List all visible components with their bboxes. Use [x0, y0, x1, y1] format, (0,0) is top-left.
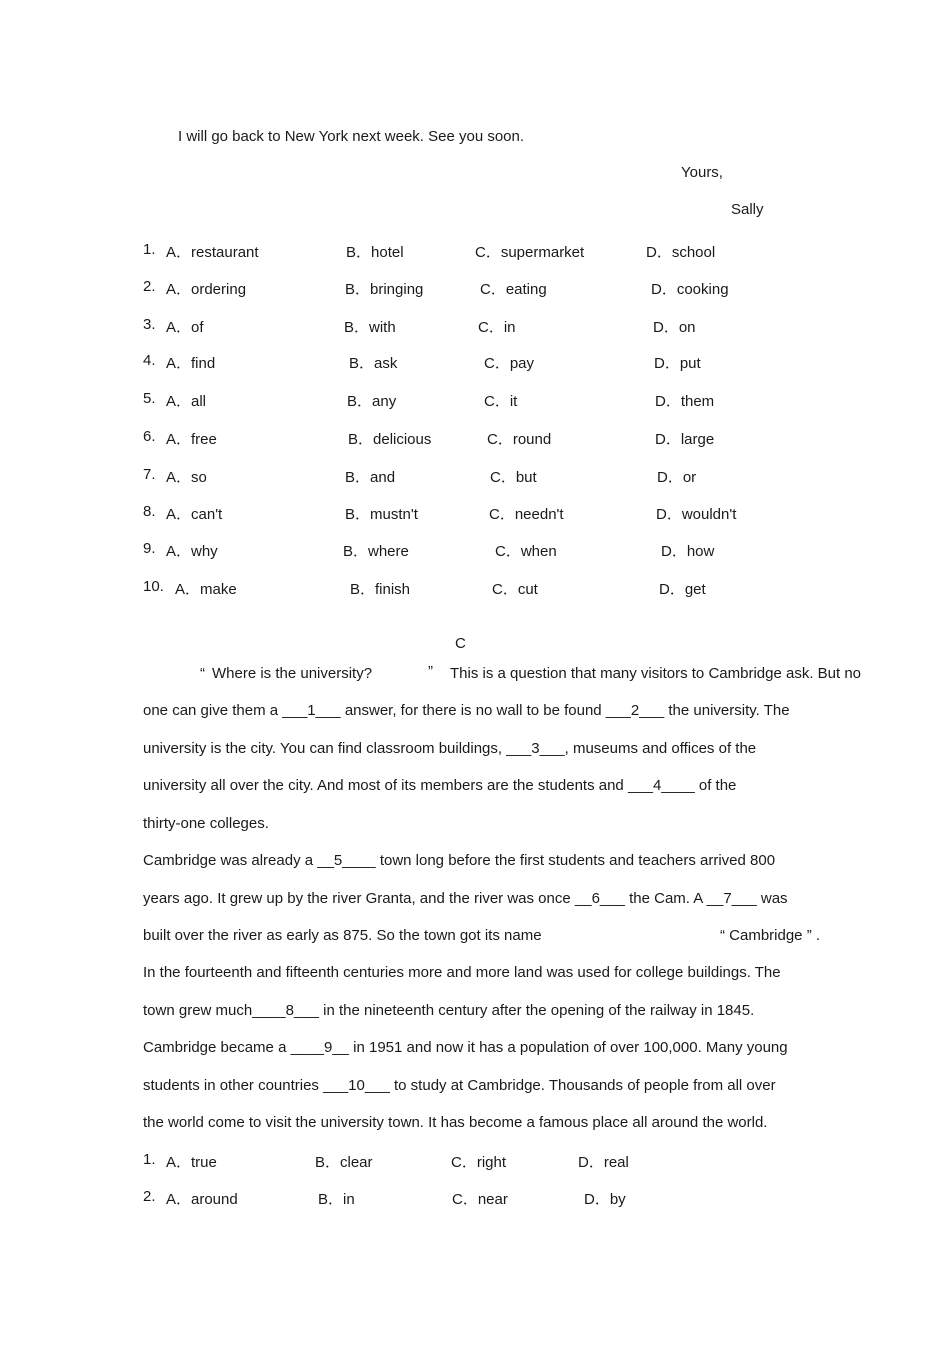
- option-c: C．right: [451, 1154, 507, 1171]
- option-d: D．on: [653, 319, 696, 336]
- option-c: C．when: [495, 543, 557, 560]
- section-heading: C: [455, 635, 466, 652]
- passage-line: university all over the city. And most of its members are the students and ___4____ of the: [143, 777, 737, 794]
- option-b: B．and: [345, 469, 396, 486]
- option-a: A．make: [175, 581, 237, 598]
- option-a: A．why: [166, 543, 218, 560]
- option-d: D．wouldn't: [656, 506, 737, 523]
- question-number: 9.: [143, 540, 156, 557]
- option-c: C．it: [484, 393, 518, 410]
- letter-closing-sentence: I will go back to New York next week. See you soon.: [178, 128, 525, 145]
- passage-line: one can give them a ___1___ answer, for there is no wall to be found ___2___ the university. The: [143, 702, 790, 719]
- option-c: C．pay: [484, 355, 535, 372]
- option-b: B．mustn't: [345, 506, 418, 523]
- passage-line: thirty-one colleges.: [143, 815, 269, 832]
- question-number: 7.: [143, 466, 156, 483]
- letter-signoff: Yours,: [681, 164, 723, 181]
- option-d: D．school: [646, 244, 716, 261]
- option-b: B．where: [343, 543, 409, 560]
- option-c: C．eating: [480, 281, 547, 298]
- passage-line: years ago. It grew up by the river Granta, and the river was once __6___ the Cam. A __7___ was: [143, 890, 788, 907]
- option-b: B．clear: [315, 1154, 373, 1171]
- option-a: A．around: [166, 1191, 238, 1208]
- option-d: D．large: [655, 431, 715, 448]
- option-c: C．in: [478, 319, 516, 336]
- option-b: B．bringing: [345, 281, 424, 298]
- question-number: 10.: [143, 578, 164, 595]
- option-c: C．needn't: [489, 506, 564, 523]
- option-d: D．by: [584, 1191, 626, 1208]
- option-a: A．so: [166, 469, 207, 486]
- question-text: Where is the university?: [212, 665, 373, 682]
- option-a: A．find: [166, 355, 216, 372]
- passage-line: Cambridge was already a __5____ town long before the first students and teachers arrived 800: [143, 852, 776, 869]
- question-number: 3.: [143, 316, 156, 333]
- question-number: 1.: [143, 1151, 156, 1168]
- option-c: C．supermarket: [475, 244, 585, 261]
- passage-line: built over the river as early as 875. So the town got its name: [143, 927, 542, 944]
- passage-line: In the fourteenth and fifteenth centuries more and more land was used for college buildings. The: [143, 964, 781, 981]
- option-c: C．round: [487, 431, 552, 448]
- question-number: 5.: [143, 390, 156, 407]
- option-b: B．delicious: [348, 431, 432, 448]
- passage-line: the world come to visit the university town. It has become a famous place all around the world.: [143, 1114, 768, 1131]
- option-d: D．cooking: [651, 281, 729, 298]
- passage-line: students in other countries ___10___ to study at Cambridge. Thousands of people from all over: [143, 1077, 776, 1094]
- option-a: A．restaurant: [166, 244, 259, 261]
- option-c: C．near: [452, 1191, 508, 1208]
- passage-line: Cambridge became a ____9__ in 1951 and now it has a population of over 100,000. Many young: [143, 1039, 788, 1056]
- option-c: C．cut: [492, 581, 538, 598]
- option-b: B．finish: [350, 581, 411, 598]
- option-d: D．or: [657, 469, 697, 486]
- option-d: D．real: [578, 1154, 629, 1171]
- option-d: D．get: [659, 581, 706, 598]
- passage-line: university is the city. You can find classroom buildings, ___3___, museums and offices of the: [143, 740, 757, 757]
- option-a: A．all: [166, 393, 207, 410]
- passage-quoted-name: “ Cambridge ” .: [720, 927, 821, 944]
- option-d: D．them: [655, 393, 715, 410]
- option-a: A．of: [166, 319, 204, 336]
- option-d: D．how: [661, 543, 715, 560]
- question-number: 1.: [143, 241, 156, 258]
- option-b: B．with: [344, 319, 396, 336]
- open-quote: “: [200, 665, 205, 682]
- option-d: D．put: [654, 355, 701, 372]
- close-quote: ”: [428, 663, 433, 680]
- option-a: A．ordering: [166, 281, 247, 298]
- question-number: 2.: [143, 278, 156, 295]
- option-b: B．any: [347, 393, 397, 410]
- option-a: A．free: [166, 431, 217, 448]
- question-number: 4.: [143, 352, 156, 369]
- question-number: 8.: [143, 503, 156, 520]
- option-b: B．ask: [349, 355, 398, 372]
- question-number: 6.: [143, 428, 156, 445]
- option-c: C．but: [490, 469, 537, 486]
- option-a: A．can't: [166, 506, 223, 523]
- question-number: 2.: [143, 1188, 156, 1205]
- option-b: B．hotel: [346, 244, 404, 261]
- option-b: B．in: [318, 1191, 355, 1208]
- passage-text: This is a question that many visitors to Cambridge ask. But no: [450, 665, 862, 682]
- letter-signature: Sally: [731, 201, 764, 218]
- option-a: A．true: [166, 1154, 217, 1171]
- passage-line: town grew much____8___ in the nineteenth century after the opening of the railway in 1845.: [143, 1002, 755, 1019]
